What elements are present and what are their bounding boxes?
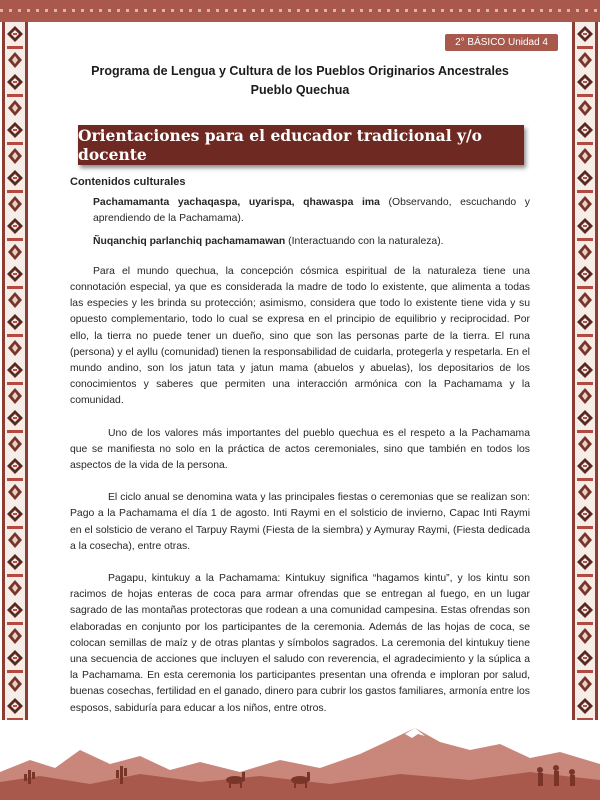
main-content [70, 174, 530, 733]
item-translation: (Observando, escuchando y aprendiendo de la Pachamama). [93, 197, 530, 225]
paragraph-respeto: Uno de los valores más importantes del pueblo quechua es el respeto a la Pachamama que se manifiesta no solo en la práctica de actos ceremoniales, sino que también en todos los aspectos de la vida de la persona. [70, 427, 530, 472]
left-andean-pattern-border [2, 22, 28, 727]
content-item [70, 195, 530, 227]
paragraph-kintukuy: Pagapu, kintukuy a la Pachamama: Kintukuy significa “hagamos kintu”, y los kintu son racimos de hojas enteras de coca para armar ofrendas que se entregan al fuego, en un lugar sagrado de las montañas protectoras que rodean a una comunidad campesina. Estas ofrendas son elaboradas en conjunto por los participantes de la ceremonia. Además de las hojas de coca, se colocan semillas de maíz y de otras plantas y símbolos sagrados. La ceremonia del kintukuy tiene una secuencia de acciones que incluyen el saludo con reverencia, el agradecimiento y la súplica a la Pachamama. En esta ceremonia los participantes presentan una ofrenda e imploran por salud, buenas cosechas, fertilidad en el ganado, dinero para cubrir los gastos familiares, armonía entre los esposos, sabiduría para educar a los niños, entre otros. [70, 573, 530, 714]
right-andean-pattern-border [572, 22, 598, 727]
title-line-2: Pueblo Quechua [250, 83, 350, 97]
paragraph-ciclo-anual: El ciclo anual se denomina wata y las principales fiestas o ceremonias que se realizan son: Pago a la Pachamama el día 1 de agosto. Inti Raymi en el solsticio de invierno, Capac Inti Raymi en el solsticio de verano el Tarpuy Raymi (Fiesta de la siembra) y Aymuray Raymi, (Fiesta dedicada a la cosecha), entre otras. [70, 492, 530, 552]
section-banner: Orientaciones para el educador tradicional y/o docente [78, 125, 524, 165]
bottom-landscape-illustration [0, 720, 600, 800]
item-term: Ñuqanchiq parlanchiq pachamamawan [93, 235, 286, 247]
top-decorative-band [0, 0, 600, 22]
document-title [60, 62, 540, 100]
item-term: Pachamamanta yachaqaspa, uyarispa, qhawaspa ima [93, 197, 380, 209]
content-item [70, 234, 530, 250]
item-translation: (Interactuando con la naturaleza). [285, 235, 444, 247]
contents-heading: Contenidos culturales [70, 176, 186, 188]
title-line-1: Programa de Lengua y Cultura de los Pueblos Originarios Ancestrales [91, 64, 509, 78]
paragraph-cosmovision: Para el mundo quechua, la concepción cósmica espiritual de la naturaleza tiene una connotación especial, ya que es considerada la madre de todo lo existente, que alimenta a todas las especies y les brinda su protección; asimismo, considera que todo lo existente tiene vida y su opuesto complementario, todo lo cual se expresa en el principio de equilibrio y reciprocidad. Por ello, la tierra no puede tener un dueño, sino que son las personas parte de la tierra. El runa (persona) y el ayllu (comunidad) tienen la responsabilidad de cuidarla, protegerla y respetarla. En el mundo andino, son los jatun tata y jatun mama (abuelos y abuelas), los depositarios de los conocimientos y saberes que permiten una interacción armónica con la Pachamama y la comunidad. [70, 265, 530, 407]
top-band-dots [0, 9, 600, 12]
unit-tag: 2° BÁSICO Unidad 4 [445, 34, 558, 51]
